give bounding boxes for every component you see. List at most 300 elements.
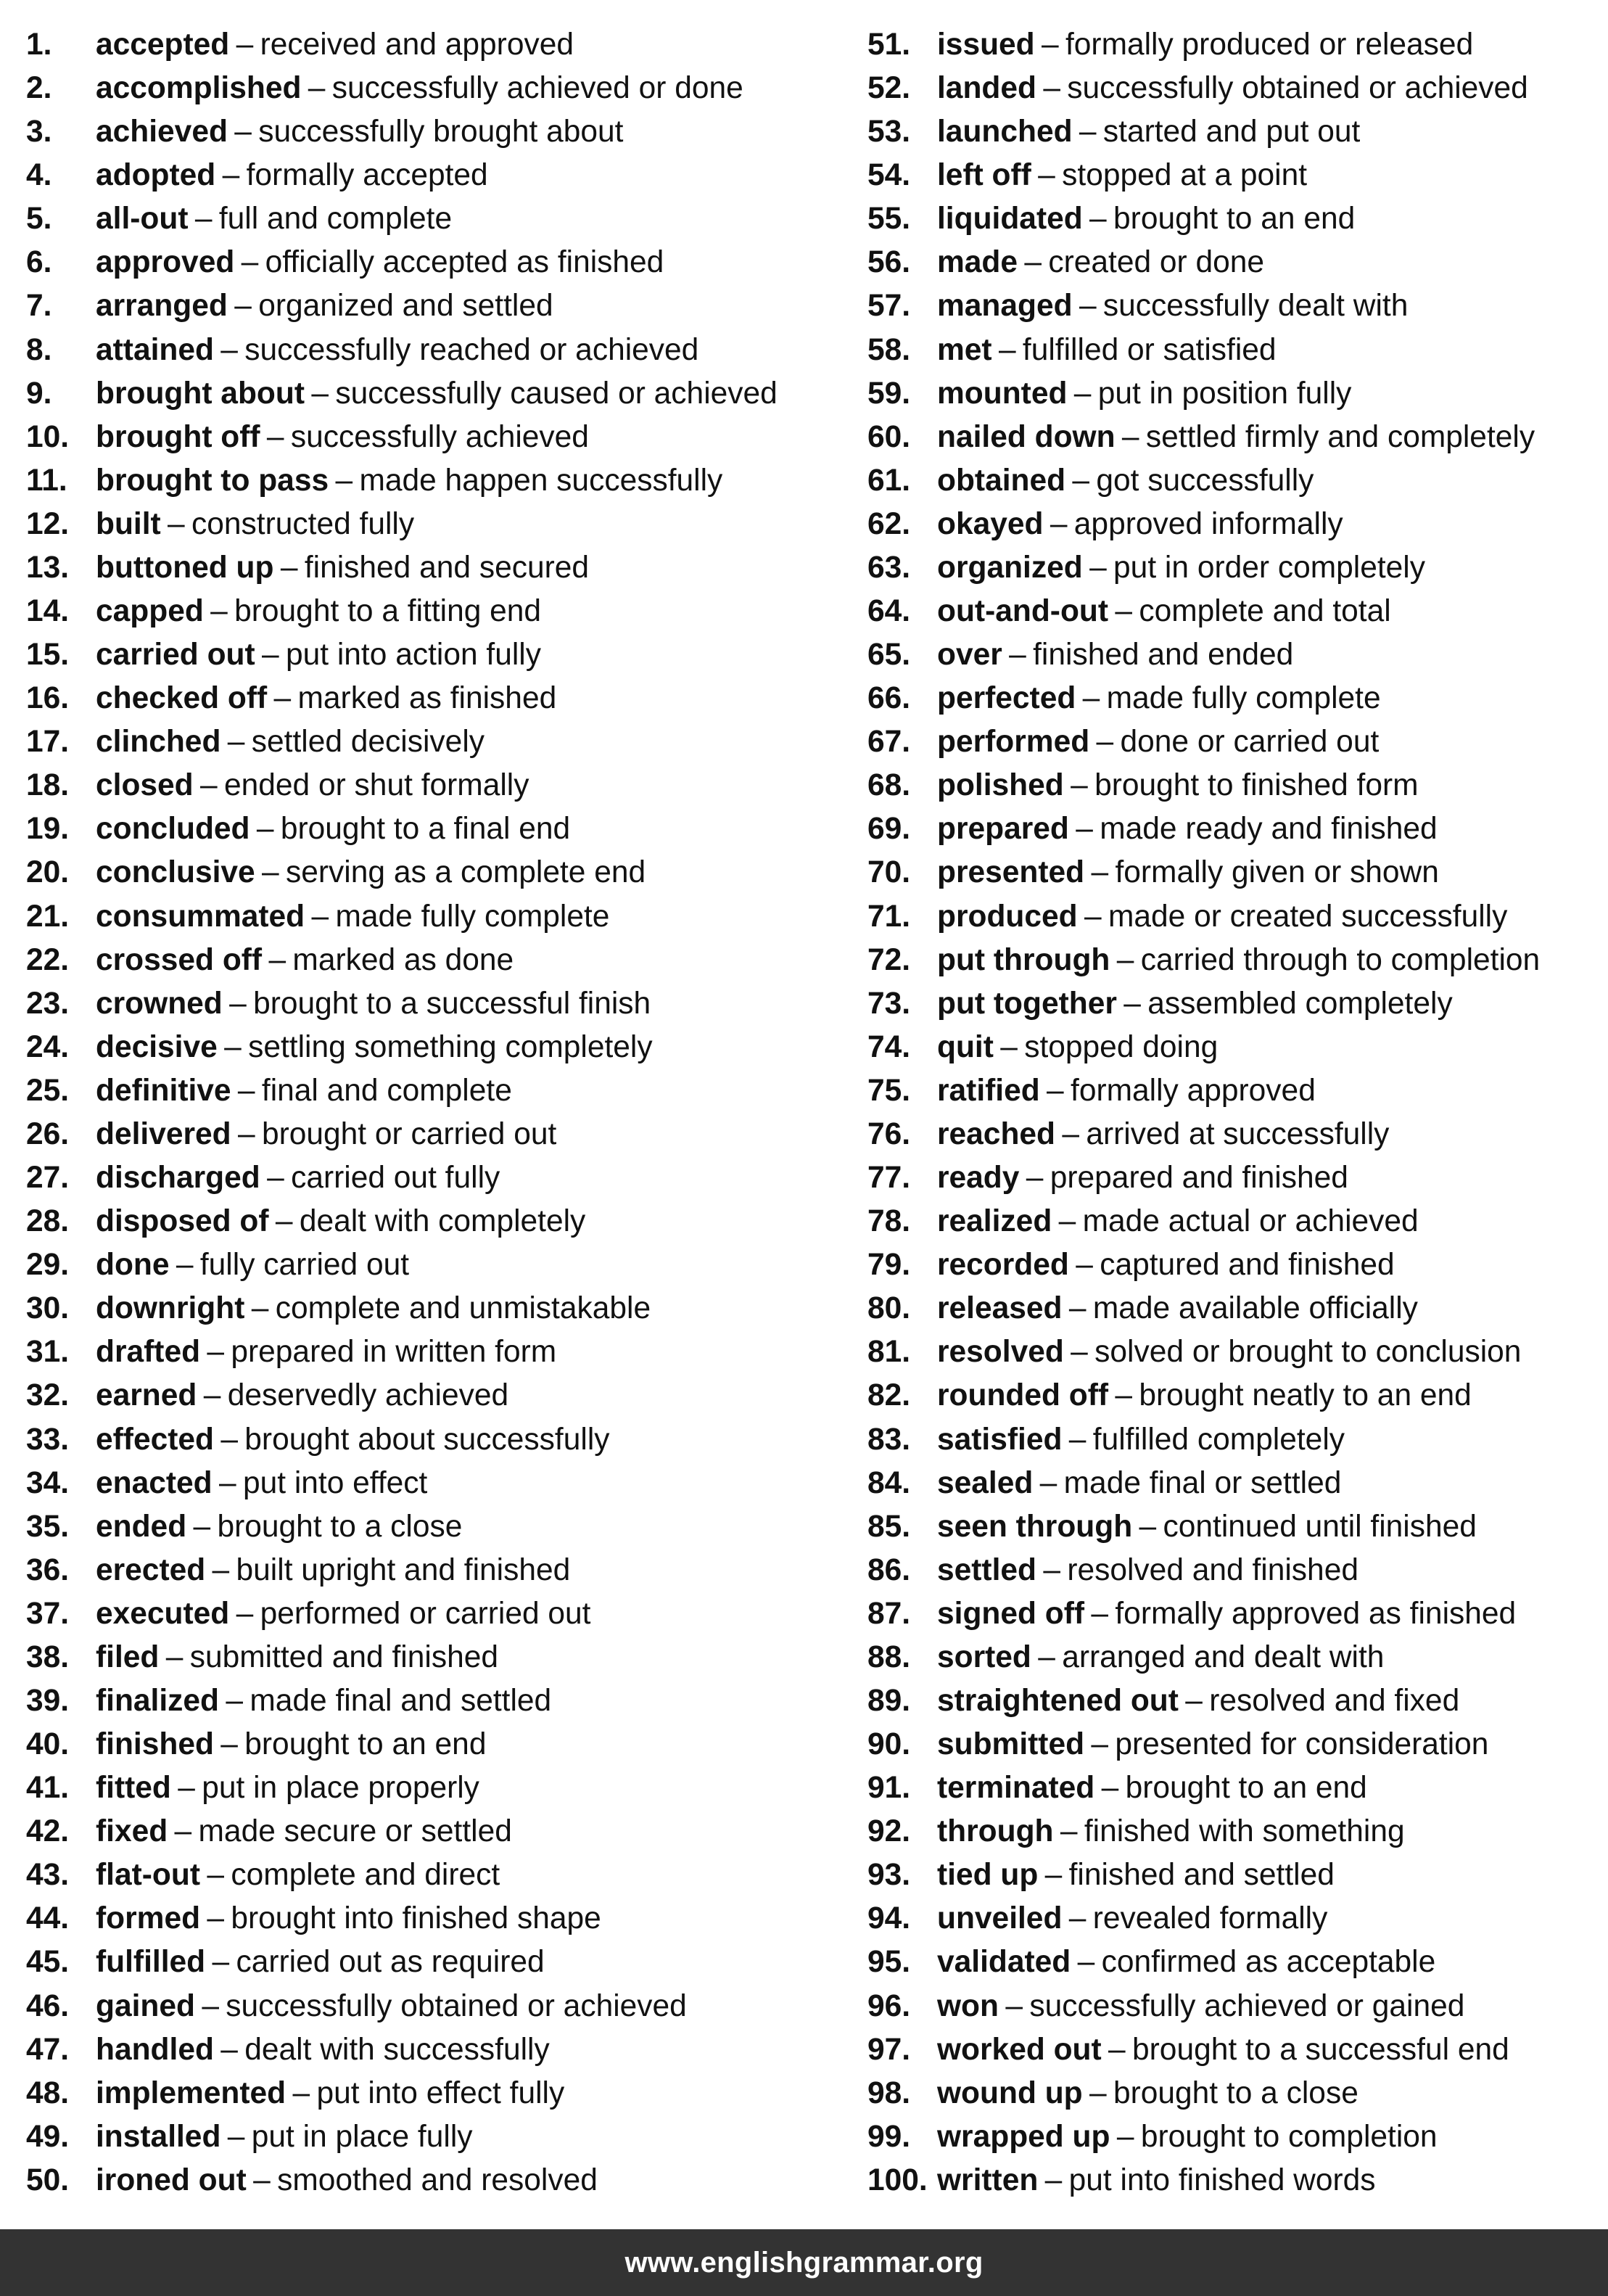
list-item (26, 1418, 860, 1462)
entry-separator: – (202, 1988, 219, 2023)
entry-meaning: brought into finished shape (231, 1901, 601, 1936)
list-item (867, 677, 1593, 720)
list-item (867, 1156, 1593, 1200)
entry-separator: – (251, 1291, 269, 1326)
entry-number: 3. (26, 115, 52, 149)
entry-meaning: created or done (1048, 245, 1265, 280)
entry-meaning: prepared in written form (231, 1335, 557, 1370)
entry-separator: – (1115, 1378, 1133, 1413)
list-item (867, 67, 1593, 110)
entry-word: met (937, 332, 992, 367)
entry-number: 20. (26, 855, 70, 890)
entry-word: capped (96, 594, 204, 629)
entry-word: crowned (96, 986, 223, 1021)
list-item (867, 2159, 1593, 2202)
entry-number: 36. (26, 1552, 70, 1587)
entry-separator: – (998, 332, 1016, 367)
entry-meaning: successfully achieved or gained (1029, 1988, 1465, 2023)
entry-meaning: done or carried out (1120, 725, 1380, 760)
entry-meaning: brought or carried out (261, 1116, 557, 1151)
entry-separator: – (234, 289, 252, 324)
entry-separator: – (1044, 2163, 1063, 2197)
entry-number: 63. (867, 550, 911, 585)
entry-separator: – (236, 1596, 254, 1631)
entry-word: terminated (937, 1771, 1095, 1806)
entry-word: fitted (96, 1771, 171, 1806)
entry-separator: – (226, 1683, 244, 1718)
entry-meaning: carried out as required (236, 1945, 545, 1980)
list-item (867, 459, 1593, 503)
entry-separator: – (220, 2032, 238, 2067)
entry-meaning: brought to a close (1113, 2075, 1358, 2110)
entry-separator: – (176, 1248, 194, 1283)
entry-word: validated (937, 1945, 1071, 1980)
entry-number: 97. (867, 2032, 911, 2067)
entry-separator: – (1077, 1945, 1095, 1980)
entry-word: crossed off (96, 942, 263, 977)
list-item (26, 2115, 860, 2159)
entry-number: 1. (26, 28, 52, 62)
entry-word: flat-out (96, 1858, 200, 1893)
entry-meaning: brought to completion (1140, 2119, 1438, 2154)
entry-number: 83. (867, 1422, 911, 1457)
entry-meaning: settled decisively (251, 725, 485, 760)
entry-separator: – (222, 158, 240, 193)
entry-separator: – (210, 594, 228, 629)
entry-word: discharged (96, 1161, 260, 1196)
entry-meaning: serving as a complete end (286, 855, 646, 890)
footer-url[interactable]: www.englishgrammar.org (624, 2246, 984, 2279)
entry-word: ratified (937, 1073, 1040, 1108)
entry-word: wound up (937, 2075, 1083, 2110)
list-item (867, 154, 1593, 197)
entry-meaning: arranged and dealt with (1062, 1639, 1385, 1674)
entry-meaning: finished with something (1084, 1814, 1405, 1849)
entry-number: 16. (26, 681, 70, 716)
list-item (867, 1026, 1593, 1069)
list-item (867, 503, 1593, 546)
entry-meaning: continued until finished (1163, 1509, 1477, 1544)
entry-separator: – (1068, 1901, 1087, 1936)
entry-meaning: dealt with successfully (244, 2032, 550, 2067)
entry-number: 94. (867, 1901, 911, 1936)
entry-separator: – (1068, 1291, 1087, 1326)
entry-separator: – (1089, 202, 1107, 236)
entry-separator: – (218, 1465, 236, 1500)
entry-meaning: captured and finished (1100, 1248, 1395, 1283)
entry-meaning: brought about successfully (244, 1422, 610, 1457)
entry-meaning: submitted and finished (189, 1639, 498, 1674)
entry-number: 27. (26, 1161, 70, 1196)
entry-separator: – (1060, 1814, 1078, 1849)
entry-number: 9. (26, 376, 52, 411)
entry-separator: – (261, 638, 279, 672)
list-item (26, 1505, 860, 1549)
entry-word: approved (96, 245, 235, 280)
list-item (26, 284, 860, 328)
entry-word: obtained (937, 463, 1066, 498)
entry-number: 2. (26, 71, 52, 106)
entry-word: wrapped up (937, 2119, 1110, 2154)
entry-meaning: resolved and finished (1067, 1552, 1358, 1587)
entry-meaning: fulfilled completely (1092, 1422, 1345, 1457)
list-item (26, 1069, 860, 1113)
entry-meaning: stopped at a point (1062, 158, 1308, 193)
list-item (26, 1853, 860, 1897)
entry-meaning: brought to finished form (1094, 768, 1419, 803)
entry-number: 25. (26, 1073, 70, 1108)
list-item (26, 1243, 860, 1287)
entry-word: prepared (937, 812, 1069, 847)
entry-number: 69. (867, 812, 911, 847)
entry-number: 72. (867, 942, 911, 977)
entry-number: 38. (26, 1639, 70, 1674)
entry-word: effected (96, 1422, 214, 1457)
entry-meaning: made final and settled (250, 1683, 552, 1718)
entry-separator: – (199, 768, 218, 803)
entry-separator: – (253, 2163, 271, 2197)
entry-number: 35. (26, 1509, 70, 1544)
entry-number: 26. (26, 1116, 70, 1151)
entry-separator: – (1116, 942, 1134, 977)
entry-meaning: put into effect fully (316, 2075, 565, 2110)
entry-meaning: successfully obtained or achieved (1067, 71, 1528, 106)
entry-word: finalized (96, 1683, 220, 1718)
entry-meaning: got successfully (1096, 463, 1314, 498)
list-item (867, 1418, 1593, 1462)
entry-word: formed (96, 1901, 201, 1936)
entry-number: 17. (26, 725, 70, 760)
list-item (867, 2072, 1593, 2115)
entry-separator: – (1039, 1465, 1057, 1500)
entry-separator: – (165, 1639, 184, 1674)
entry-word: realized (937, 1204, 1052, 1239)
entry-separator: – (1024, 245, 1042, 280)
entry-word: rounded off (937, 1378, 1109, 1413)
entry-separator: – (311, 899, 329, 934)
entry-number: 67. (867, 725, 911, 760)
list-item (26, 1636, 860, 1679)
entry-separator: – (1076, 812, 1093, 847)
list-item (867, 1069, 1593, 1113)
entry-word: put through (937, 942, 1110, 977)
entry-separator: – (267, 1161, 284, 1196)
entry-meaning: successfully dealt with (1102, 289, 1409, 324)
entry-word: consummated (96, 899, 305, 934)
list-item (26, 459, 860, 503)
entry-number: 76. (867, 1116, 911, 1151)
entry-number: 43. (26, 1858, 70, 1893)
entry-number: 48. (26, 2075, 70, 2110)
entry-meaning: formally accepted (246, 158, 488, 193)
entry-separator: – (203, 1378, 221, 1413)
entry-meaning: solved or brought to conclusion (1094, 1335, 1522, 1370)
entry-separator: – (1058, 1204, 1076, 1239)
list-item (867, 633, 1593, 677)
entry-separator: – (1062, 1116, 1079, 1151)
entry-word: fixed (96, 1814, 168, 1849)
entry-word: delivered (96, 1116, 231, 1151)
entry-word: installed (96, 2119, 221, 2154)
list-item (26, 1113, 860, 1156)
entry-separator: – (1009, 638, 1026, 672)
entry-word: presented (937, 855, 1085, 890)
entry-number: 15. (26, 638, 70, 672)
entry-separator: – (207, 1901, 225, 1936)
entry-meaning: smoothed and resolved (277, 2163, 598, 2197)
entry-number: 60. (867, 419, 911, 454)
list-item (867, 1330, 1593, 1374)
entry-word: left off (937, 158, 1031, 193)
entry-meaning: successfully caused or achieved (335, 376, 778, 411)
entry-separator: – (1082, 681, 1100, 716)
entry-separator: – (1038, 158, 1055, 193)
list-item (26, 1462, 860, 1505)
entry-word: finished (96, 1727, 214, 1762)
entry-separator: – (174, 1814, 192, 1849)
list-item (867, 1766, 1593, 1810)
entry-word: mounted (937, 376, 1068, 411)
entry-separator: – (207, 1858, 224, 1893)
entry-separator: – (220, 1422, 238, 1457)
entry-number: 8. (26, 332, 52, 367)
entry-number: 56. (867, 245, 911, 280)
entry-word: all-out (96, 202, 189, 236)
entry-number: 93. (867, 1858, 911, 1893)
entry-word: seen through (937, 1509, 1133, 1544)
list-item (867, 1549, 1593, 1592)
entry-number: 77. (867, 1161, 911, 1196)
list-item (26, 895, 860, 939)
entry-meaning: finished and settled (1068, 1858, 1335, 1893)
entry-separator: – (236, 28, 254, 62)
entry-number: 58. (867, 332, 911, 367)
entry-word: downright (96, 1291, 245, 1326)
entry-number: 59. (867, 376, 911, 411)
entry-word: built (96, 506, 161, 541)
entry-separator: – (256, 812, 274, 847)
entry-meaning: organized and settled (258, 289, 553, 324)
entry-separator: – (207, 1335, 225, 1370)
entry-meaning: made fully complete (335, 899, 610, 934)
list-item (867, 284, 1593, 328)
entry-word: resolved (937, 1335, 1064, 1370)
entry-separator: – (1076, 1248, 1093, 1283)
entry-separator: – (1091, 855, 1109, 890)
entry-number: 39. (26, 1683, 70, 1718)
entry-meaning: marked as finished (297, 681, 557, 716)
entry-meaning: carried out fully (291, 1161, 500, 1196)
entry-word: perfected (937, 681, 1076, 716)
entry-meaning: carried through to completion (1140, 942, 1541, 977)
entry-word: enacted (96, 1465, 213, 1500)
entry-meaning: complete and unmistakable (275, 1291, 651, 1326)
list-item (26, 720, 860, 764)
entry-word: achieved (96, 115, 228, 149)
entry-word: carried out (96, 638, 255, 672)
entry-number: 81. (867, 1335, 911, 1370)
entry-separator: – (262, 855, 279, 890)
entry-number: 99. (867, 2119, 911, 2154)
entry-word: out-and-out (937, 594, 1109, 629)
entry-number: 68. (867, 768, 911, 803)
entry-number: 10. (26, 419, 70, 454)
entry-word: filed (96, 1639, 160, 1674)
entry-separator: – (1115, 594, 1132, 629)
entry-meaning: made final or settled (1063, 1465, 1342, 1500)
entry-number: 22. (26, 942, 70, 977)
entry-separator: – (1089, 2075, 1107, 2110)
entry-number: 92. (867, 1814, 911, 1849)
entry-meaning: put into action fully (285, 638, 541, 672)
entry-number: 40. (26, 1727, 70, 1762)
list-item (26, 1287, 860, 1330)
entry-number: 71. (867, 899, 911, 934)
entry-separator: – (1044, 1858, 1063, 1893)
entry-word: buttoned up (96, 550, 274, 585)
list-item (867, 546, 1593, 590)
entry-word: launched (937, 115, 1073, 149)
entry-number: 30. (26, 1291, 70, 1326)
list-item (867, 1243, 1593, 1287)
entry-meaning: made available officially (1092, 1291, 1418, 1326)
entry-word: quit (937, 1029, 994, 1064)
entry-word: performed (937, 725, 1090, 760)
list-item (26, 764, 860, 807)
list-item (26, 1985, 860, 2028)
entry-meaning: made fully complete (1106, 681, 1381, 716)
entry-word: produced (937, 899, 1078, 934)
entry-word: over (937, 638, 1002, 672)
word-list-column-right (867, 23, 1593, 2202)
list-item (26, 154, 860, 197)
entry-separator: – (212, 1552, 230, 1587)
entry-word: implemented (96, 2075, 286, 2110)
entry-number: 34. (26, 1465, 70, 1500)
entry-number: 44. (26, 1901, 70, 1936)
entry-word: brought about (96, 376, 305, 411)
entry-word: closed (96, 768, 194, 803)
entry-word: definitive (96, 1073, 231, 1108)
entry-meaning: complete and direct (231, 1858, 500, 1893)
list-item (867, 590, 1593, 633)
entry-meaning: fulfilled or satisfied (1022, 332, 1277, 367)
entry-word: ready (937, 1161, 1020, 1196)
list-item (26, 982, 860, 1026)
entry-separator: – (224, 1029, 242, 1064)
entry-meaning: started and put out (1102, 115, 1361, 149)
entry-number: 5. (26, 202, 52, 236)
entry-word: arranged (96, 289, 228, 324)
entry-number: 85. (867, 1509, 911, 1544)
entry-number: 12. (26, 506, 70, 541)
entry-number: 51. (867, 28, 911, 62)
entry-number: 89. (867, 1683, 911, 1718)
entry-word: okayed (937, 506, 1044, 541)
entry-word: put together (937, 986, 1117, 1021)
entry-number: 24. (26, 1029, 70, 1064)
entry-separator: – (194, 202, 213, 236)
entry-separator: – (1071, 1335, 1088, 1370)
entry-meaning: put into finished words (1068, 2163, 1376, 2197)
entry-separator: – (168, 506, 185, 541)
entry-separator: – (1139, 1509, 1157, 1544)
entry-separator: – (308, 71, 326, 106)
entry-number: 7. (26, 289, 52, 324)
entry-number: 32. (26, 1378, 70, 1413)
list-item (867, 1462, 1593, 1505)
entry-separator: – (227, 725, 245, 760)
entry-word: won (937, 1988, 999, 2023)
entry-separator: – (273, 681, 292, 716)
entry-meaning: formally approved (1071, 1073, 1316, 1108)
entry-word: accomplished (96, 71, 302, 106)
entry-number: 88. (867, 1639, 911, 1674)
entry-number: 19. (26, 812, 70, 847)
list-item (26, 2028, 860, 2072)
entry-word: checked off (96, 681, 268, 716)
entry-word: gained (96, 1988, 195, 2023)
entry-word: nailed down (937, 419, 1116, 454)
entry-word: organized (937, 550, 1083, 585)
entry-separator: – (1089, 550, 1107, 585)
list-item (26, 1026, 860, 1069)
entry-word: landed (937, 71, 1036, 106)
entry-number: 78. (867, 1204, 911, 1239)
entry-meaning: brought to an end (1113, 202, 1356, 236)
list-item (26, 1374, 860, 1417)
entry-meaning: brought to a successful finish (253, 986, 651, 1021)
list-item (867, 2115, 1593, 2159)
entry-meaning: formally given or shown (1115, 855, 1439, 890)
list-item (867, 1200, 1593, 1243)
entry-word: tied up (937, 1858, 1039, 1893)
entry-meaning: officially accepted as finished (265, 245, 664, 280)
list-item (867, 1592, 1593, 1636)
entry-word: polished (937, 768, 1064, 803)
list-item (26, 1592, 860, 1636)
list-item (26, 2072, 860, 2115)
entry-number: 23. (26, 986, 70, 1021)
entry-number: 14. (26, 594, 70, 629)
entry-meaning: received and approved (260, 28, 574, 62)
entry-word: sealed (937, 1465, 1034, 1500)
entry-meaning: deservedly achieved (227, 1378, 509, 1413)
entry-separator: – (1047, 1073, 1064, 1108)
list-item (867, 1941, 1593, 1984)
entry-separator: – (1038, 1639, 1055, 1674)
list-item (26, 23, 860, 67)
entry-separator: – (1000, 1029, 1018, 1064)
entry-separator: – (1091, 1727, 1109, 1762)
entry-word: done (96, 1248, 170, 1283)
entry-number: 91. (867, 1771, 911, 1806)
list-item (26, 1549, 860, 1592)
entry-number: 66. (867, 681, 911, 716)
list-item (867, 329, 1593, 372)
entry-word: settled (937, 1552, 1036, 1587)
list-item (867, 807, 1593, 851)
list-item (26, 1679, 860, 1723)
list-item (26, 677, 860, 720)
entry-word: decisive (96, 1029, 218, 1064)
list-item (26, 1766, 860, 1810)
entry-number: 74. (867, 1029, 911, 1064)
entry-word: liquidated (937, 202, 1083, 236)
list-item (26, 1897, 860, 1941)
list-item (867, 1636, 1593, 1679)
list-item (867, 1679, 1593, 1723)
